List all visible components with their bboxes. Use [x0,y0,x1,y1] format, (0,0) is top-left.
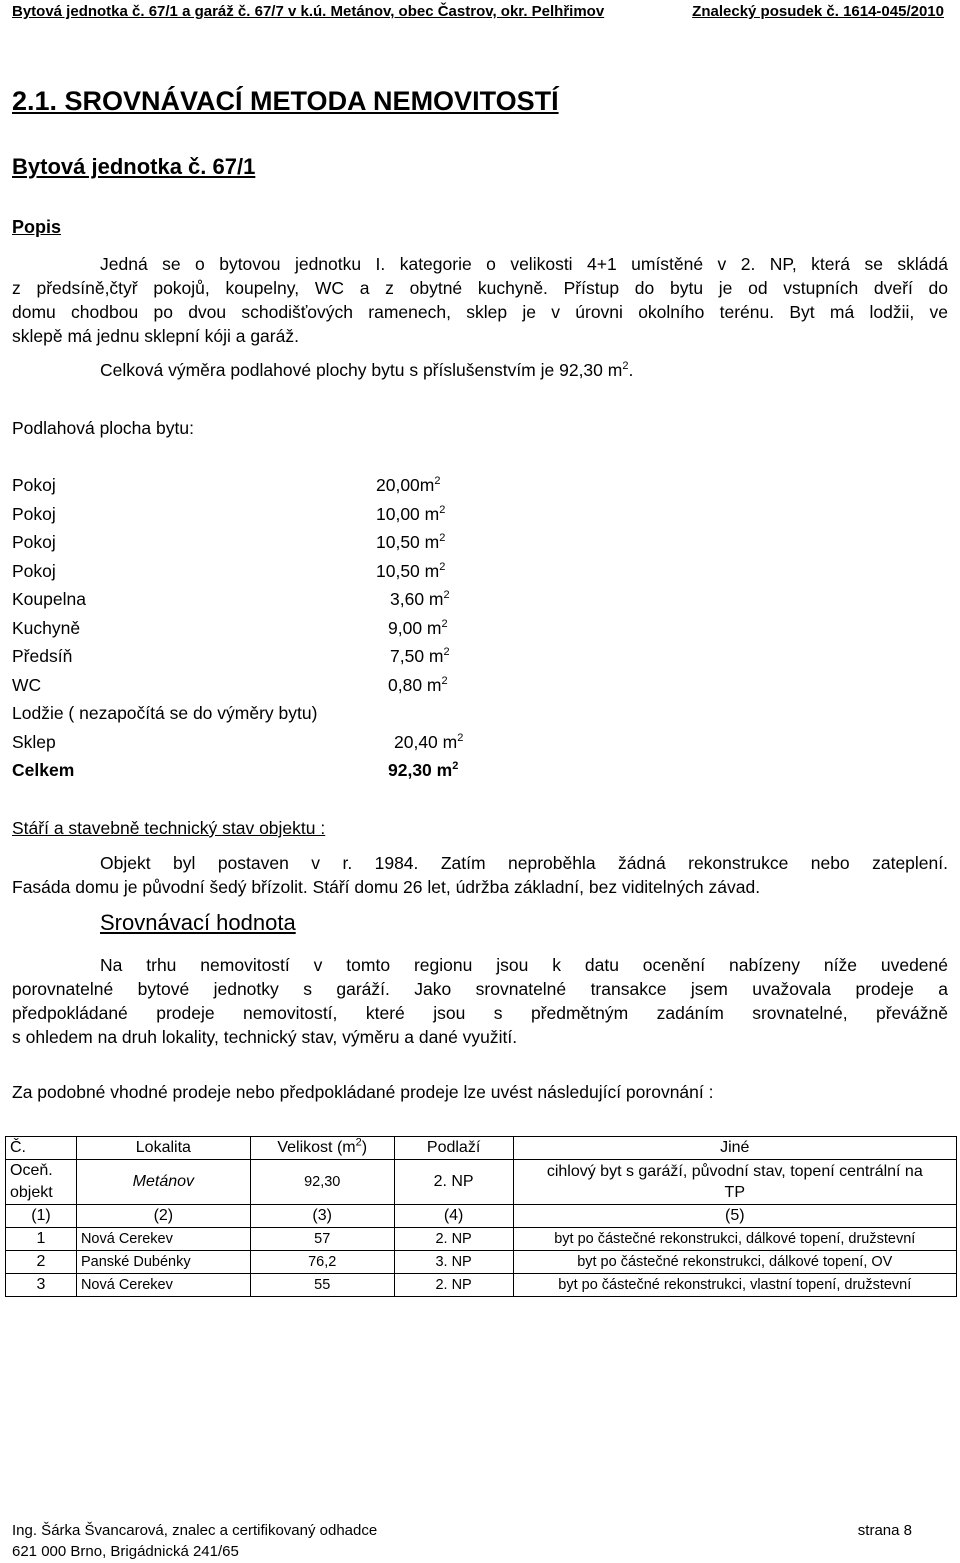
room-name: WC [12,675,42,695]
header-cell: Jiné [513,1137,956,1160]
footer-address: 621 000 Brno, Brigádnická 241/65 [12,1543,239,1560]
table-cell: 92,30 [250,1160,394,1205]
table-cell: 2. NP [394,1160,513,1205]
header-cell: Lokalita [76,1137,250,1160]
table-cell: 3. NP [394,1251,513,1274]
room-area: 10,50 $m^2$ [376,532,446,552]
age-line: Fasáda domu je původní šedý břízolit. Stáří domu 26 let, údržba základní, bez viditelných závad. [12,877,761,897]
table-cell: byt po částečné rekonstrukci, dálkové topení, OV [513,1251,956,1274]
room-name: Sklep [12,732,56,752]
comparison-table [5,1136,957,1297]
table-cell: 2 [6,1251,77,1274]
room-area: 9,00 $m^2$ [388,618,448,638]
room-area: 0,80 $m^2$ [388,675,448,695]
age-line: Objekt byl postaven v r. 1984. Zatím neproběhla žádná rekonstrukce nebo zateplení. [100,853,948,873]
table-cell: Metánov [76,1160,250,1205]
table-cell: Panské Dubénky [76,1251,250,1274]
age-heading: Stáří a stavebně technický stav objektu : [12,818,326,838]
room-area: 7,50 $m^2$ [390,646,450,666]
table-header-row [6,1137,957,1160]
page-number: strana 8 [857,1522,912,1539]
total-label: Celkem [12,760,75,780]
table-cell: cihlový byt s garáží, původní stav, topení centrální na TP [513,1160,956,1205]
table-cell: 76,2 [250,1251,394,1274]
table-cell: 2. NP [394,1274,513,1297]
room-name: Předsíň [12,646,73,666]
header-cell: Velikost $(m^2)$ [250,1137,394,1160]
header-right: Znalecký posudek č. 1614-045/2010 [692,3,944,20]
table-row [6,1251,957,1274]
popis-line: Jedná se o bytovou jednotku I. kategorie o velikosti 4+1 umístěné v 2. NP, která se skládá [100,254,948,274]
table-cell: (2) [76,1205,250,1228]
room-name: Pokoj [12,475,56,495]
room-area: 3,60 $m^2$ [390,589,450,609]
table-row [6,1274,957,1297]
comparison-line: předpokládané prodeje nemovitostí, které jsou s předmětným zadáním srovnatelné, převážně [12,1003,948,1023]
room-name: Kuchyně [12,618,81,638]
popis-paragraph [12,252,948,348]
comparison-line: Na trhu nemovitostí v tomto regionu jsou k datu ocenění nabízeny níže uvedené [100,955,948,975]
table-cell: byt po částečné rekonstrukci, vlastní topení, družstevní [513,1274,956,1297]
comparison-line: s ohledem na druh lokality, technický stav, výměru a dané využití. [12,1027,518,1047]
table-row [6,1228,957,1251]
total-area-sentence: Celková výměra podlahové plochy bytu s příslušenstvím je 92,30 $m^2$. [100,360,634,380]
header-cell: Podlaží [394,1137,513,1160]
table-cell: 3 [6,1274,77,1297]
table-cell: (1) [6,1205,77,1228]
table-cell: Nová Cerekev [76,1274,250,1297]
table-cell: (4) [394,1205,513,1228]
comparison-heading: Srovnávací hodnota [100,910,296,935]
subject-row [6,1160,957,1205]
room-area: 20,40 $m^2$ [394,732,464,752]
header-left: Bytová jednotka č. 67/1 a garáž č. 67/7 v k.ú. Metánov, obec Častrov, okr. Pelhřimov [12,3,605,20]
popis-line: z předsíně,čtyř pokojů, koupelny, WC a z obytné kuchyně. Přístup do bytu je od vstupních dveří do [12,278,948,298]
table-index-row [6,1205,957,1228]
table-cell: 1 [6,1228,77,1251]
room-name: Pokoj [12,561,56,581]
comparison-line: porovnatelné bytové jednotky s garáží. Jako srovnatelné transakce jsem uvažovala prodeje a [12,979,948,999]
room-name: Pokoj [12,504,56,524]
popis-heading: Popis [12,217,62,237]
room-area: $20,00m^2$ [376,475,441,495]
popis-line: domu chodbou po dvou schodišťových ramenech, sklep je v úrovni okolního terénu. Byt má lodžii, ve [12,302,948,322]
room-name: Lodžie ( nezapočítá se do výměry bytu) [12,703,318,723]
table-cell: Nová Cerekev [76,1228,250,1251]
popis-line: sklepě má jednu sklepní kóji a garáž. [12,326,299,346]
table-cell: 2. NP [394,1228,513,1251]
room-name: Pokoj [12,532,56,552]
age-paragraph [12,851,948,899]
room-name: Koupelna [12,589,86,609]
room-area: 10,00 $m^2$ [376,504,446,524]
table-cell: 57 [250,1228,394,1251]
room-area: 10,50 $m^2$ [376,561,446,581]
comparison-intro: Za podobné vhodné prodeje nebo předpokládané prodeje lze uvést následující porovnání : [12,1082,714,1102]
table-cell: byt po částečné rekonstrukci, dálkové topení, družstevní [513,1228,956,1251]
unit-title: Bytová jednotka č. 67/1 [12,154,256,179]
table-cell: (5) [513,1205,956,1228]
total-area: 92,30 $m^2$ [388,760,459,780]
header-cell: Č. [6,1137,77,1160]
comparison-paragraph [12,953,948,1049]
section-title: 2.1. SROVNÁVACÍ METODA NEMOVITOSTÍ [12,86,559,116]
table-cell: (3) [250,1205,394,1228]
table-cell: 55 [250,1274,394,1297]
floor-area-heading: Podlahová plocha bytu: [12,418,194,438]
footer-author: Ing. Šárka Švancarová, znalec a certifikovaný odhadce [12,1522,378,1539]
table-cell: Oceň. objekt [6,1160,77,1205]
